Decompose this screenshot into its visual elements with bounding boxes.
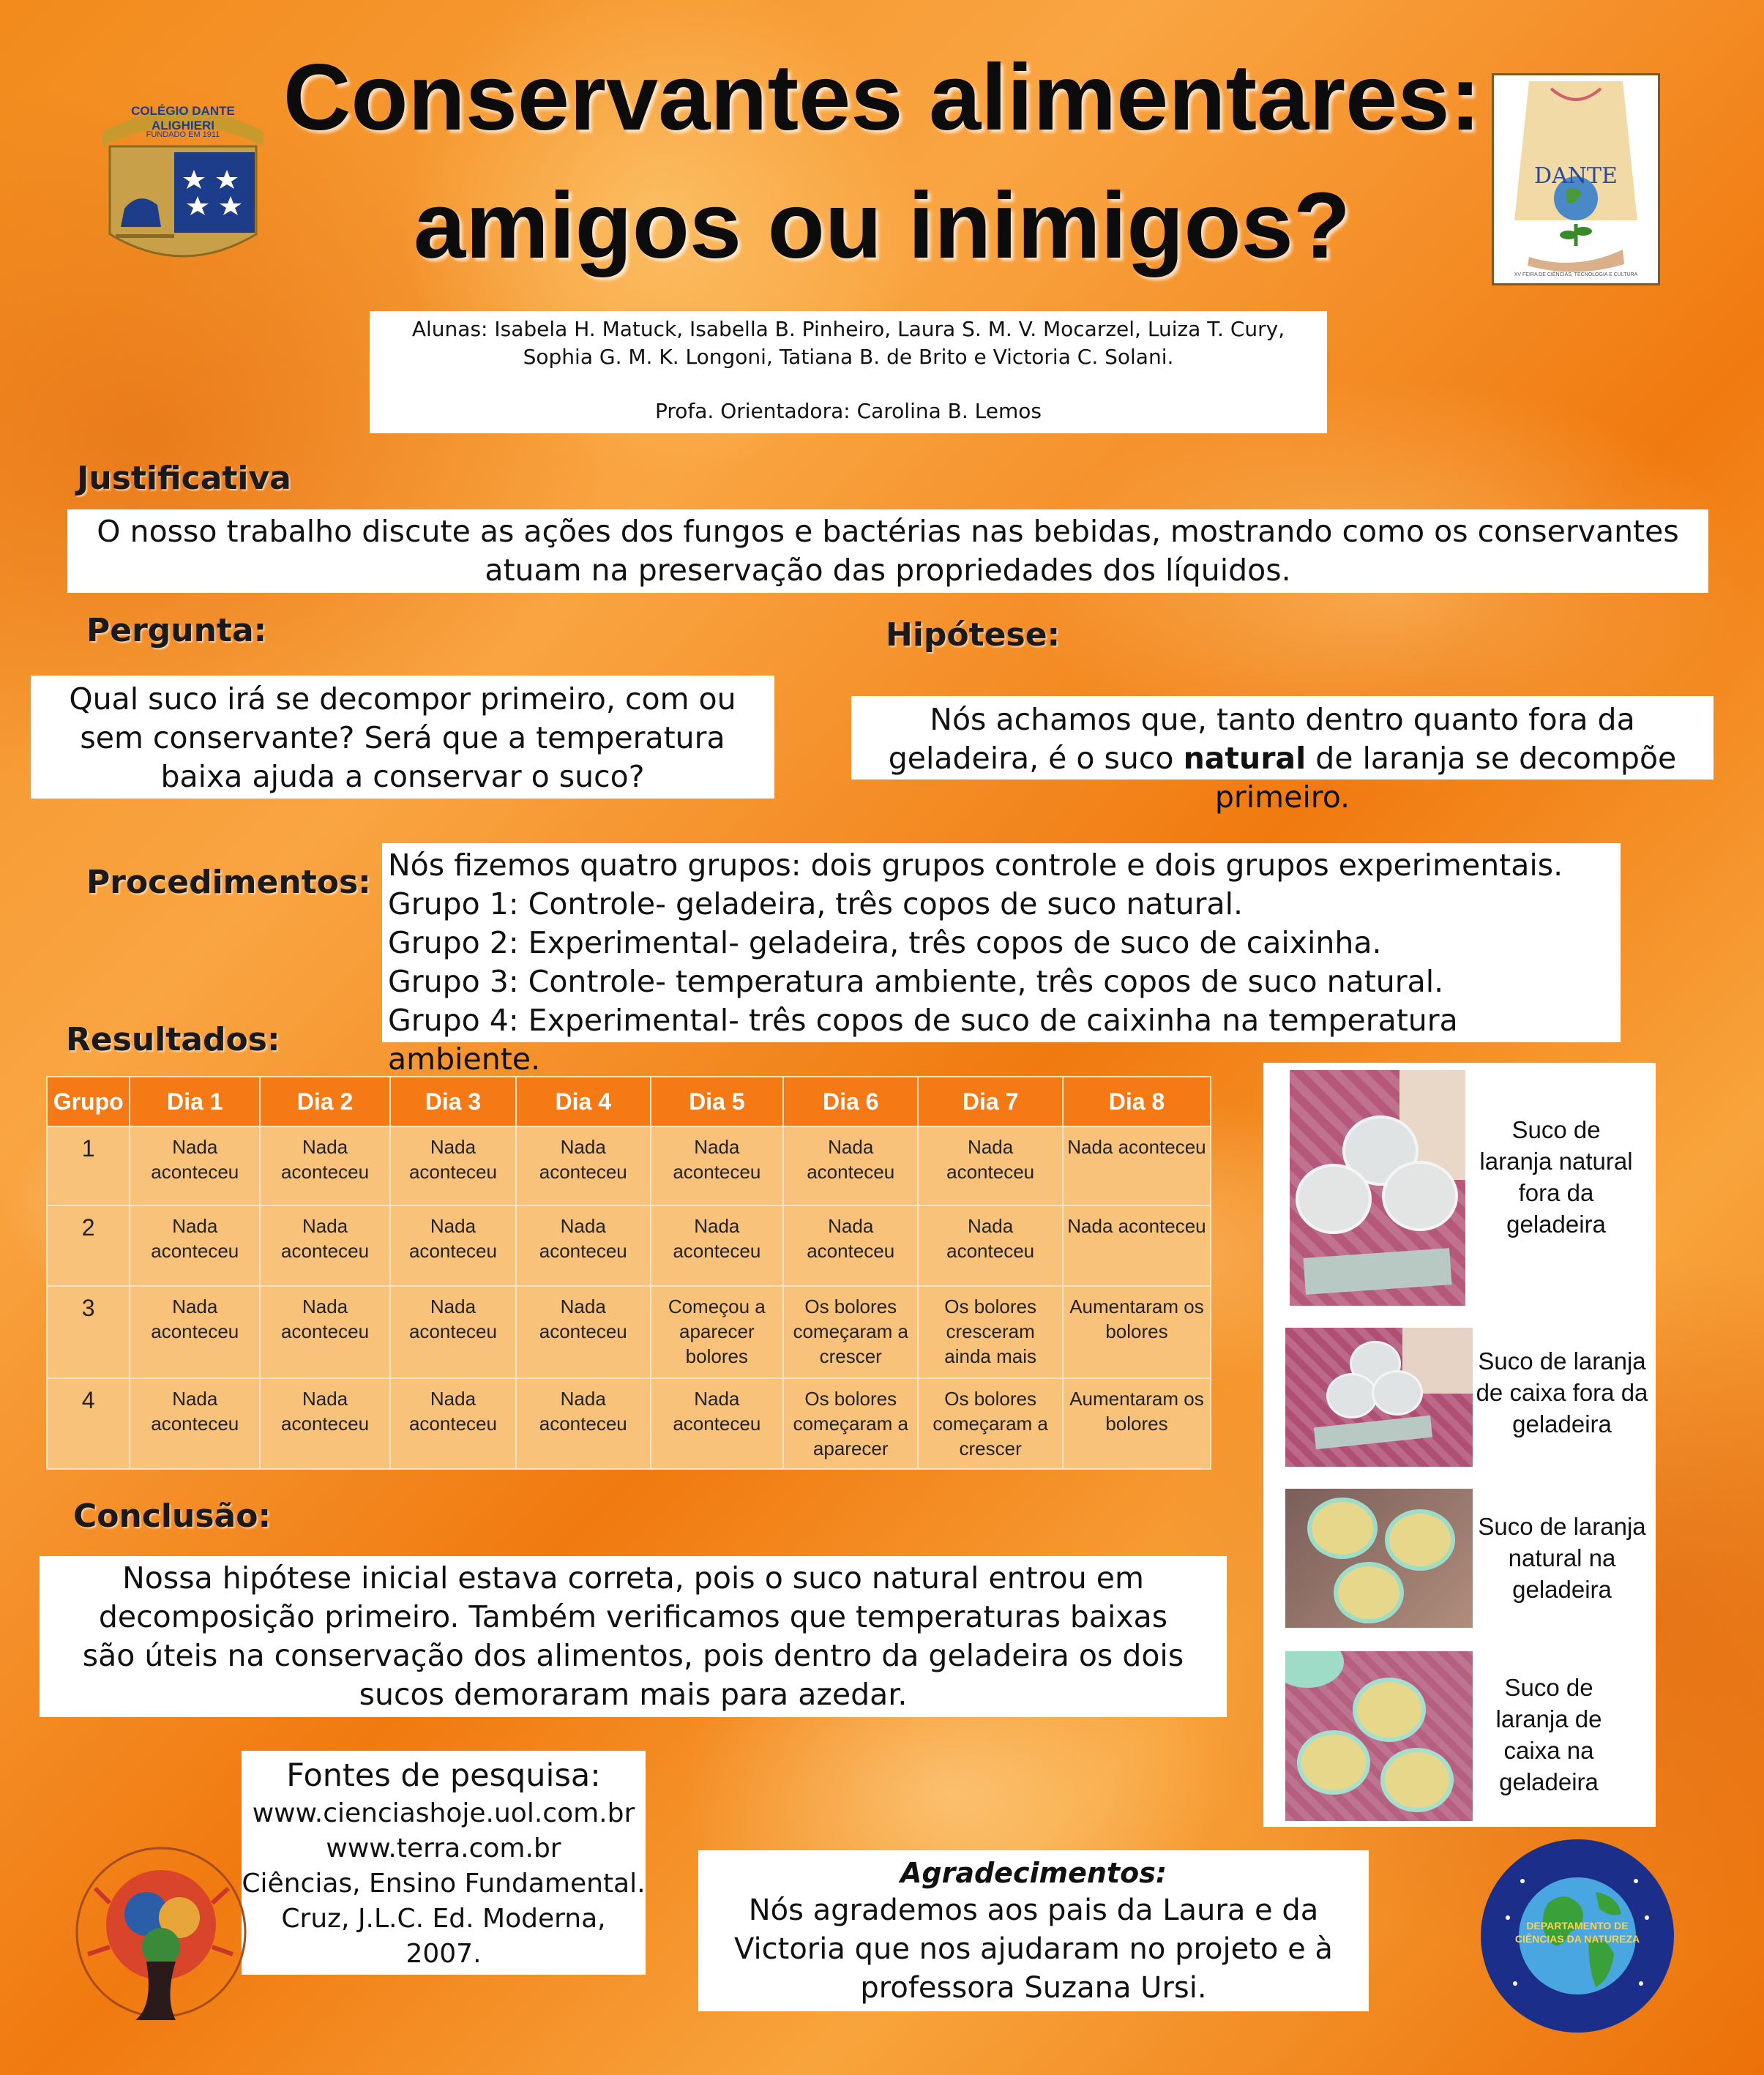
table-cell: Nada aconteceu xyxy=(260,1378,390,1469)
fontes-box xyxy=(242,1751,646,1975)
table-cell: Nada aconteceu xyxy=(130,1205,260,1286)
table-header-row xyxy=(47,1077,1211,1126)
table-cell: Nada aconteceu xyxy=(516,1205,651,1286)
photo-caption: Suco de laranja natural na geladeira xyxy=(1478,1513,1646,1603)
photo-boxed-outside-fridge xyxy=(1285,1328,1473,1467)
fair-logo-sub-text: XV FEIRA DE CIÊNCIAS, TECNOLOGIA E CULTURA xyxy=(1514,272,1638,277)
table-cell: Nada aconteceu xyxy=(260,1286,390,1378)
poster-title-line2: amigos ou inimigos? xyxy=(413,173,1351,278)
procedimentos-line: Grupo 1: Controle- geladeira, três copos de suco natural. xyxy=(388,886,1244,921)
column-header: Dia 1 xyxy=(130,1077,260,1126)
table-cell: Nada aconteceu xyxy=(130,1378,260,1469)
column-header: Dia 7 xyxy=(918,1077,1063,1126)
table-cell: Nada aconteceu xyxy=(516,1286,651,1378)
school-logo-sub-text: FUNDADO EM 1911 xyxy=(146,130,220,139)
hipotese-text-before: Nós achamos que, tanto dentro quanto fora da geladeira, é o suco xyxy=(888,702,1635,776)
justificativa-text: O nosso trabalho discute as ações dos fungos e bactérias nas bebidas, mostrando como os conservantes atuam na preservação das propriedades dos líquidos. xyxy=(97,514,1679,588)
procedimentos-line: Nós fizemos quatro grupos: dois grupos controle e dois grupos experimentais. xyxy=(388,848,1563,883)
school-logo xyxy=(88,88,278,278)
agradecimentos-box xyxy=(698,1850,1369,2011)
table-cell: Nada aconteceu xyxy=(651,1205,784,1286)
photos-panel xyxy=(1263,1063,1656,1827)
fair-logo-name: DANTE xyxy=(1534,163,1618,189)
agradecimentos-text: Nós agrademos aos pais da Laura e da Victoria que nos ajudaram no projeto e à professora Suzana Ursi. xyxy=(734,1893,1333,2005)
table-cell: Nada aconteceu xyxy=(918,1126,1063,1205)
table-cell: 2 xyxy=(47,1205,130,1286)
photo-natural-outside-fridge xyxy=(1290,1070,1465,1306)
table-row xyxy=(47,1286,1211,1378)
table-cell: Nada aconteceu xyxy=(1063,1205,1211,1286)
table-cell: Nada aconteceu xyxy=(260,1205,390,1286)
table-cell: Nada aconteceu xyxy=(260,1126,390,1205)
pergunta-text: Qual suco irá se decompor primeiro, com ou sem conservante? Será que a temperatura baixa ajuda a conservar o suco? xyxy=(69,681,736,794)
column-header: Dia 2 xyxy=(260,1077,390,1126)
photo-caption: Suco de laranja natural fora da geladeira xyxy=(1479,1116,1633,1238)
table-cell: Nada aconteceu xyxy=(1063,1126,1211,1205)
advisor: Profa. Orientadora: Carolina B. Lemos xyxy=(654,399,1042,423)
table-cell: Os bolores começaram a crescer xyxy=(783,1286,918,1378)
justificativa-box xyxy=(67,509,1708,593)
conclusao-heading: Conclusão: xyxy=(73,1498,272,1535)
poster-title-line1: Conservantes alimentares: xyxy=(283,45,1481,150)
column-header: Dia 8 xyxy=(1063,1077,1211,1126)
procedimentos-heading: Procedimentos: xyxy=(86,864,371,901)
department-logo xyxy=(1479,1837,1676,2035)
table-cell: 1 xyxy=(47,1126,130,1205)
table-cell: Nada aconteceu xyxy=(390,1286,516,1378)
authors-line2: Sophia G. M. K. Longoni, Tatiana B. de Brito e Victoria C. Solani. xyxy=(523,345,1174,369)
pergunta-heading: Pergunta: xyxy=(86,612,267,649)
procedimentos-line: Grupo 2: Experimental- geladeira, três copos de suco de caixinha. xyxy=(388,925,1382,960)
column-header: Dia 5 xyxy=(651,1077,784,1126)
fontes-line: www.terra.com.br xyxy=(326,1833,561,1863)
hipotese-text-bold: natural xyxy=(1183,741,1307,776)
agradecimentos-heading: Agradecimentos: xyxy=(900,1857,1167,1889)
fontes-line: Ciências, Ensino Fundamental. xyxy=(242,1869,646,1899)
authors-line1: Alunas: Isabela H. Matuck, Isabella B. Pinheiro, Laura S. M. V. Mocarzel, Luiza T. Cury, xyxy=(411,317,1285,341)
fontes-line: www.cienciashoje.uol.com.br xyxy=(252,1798,635,1828)
table-cell: Nada aconteceu xyxy=(130,1286,260,1378)
table-cell: Nada aconteceu xyxy=(516,1378,651,1469)
table-cell: Nada aconteceu xyxy=(390,1126,516,1205)
results-table xyxy=(46,1076,1211,1470)
table-cell: Os bolores cresceram ainda mais xyxy=(918,1286,1063,1378)
authors-box xyxy=(370,311,1327,433)
conclusao-text: Nossa hipótese inicial estava correta, pois o suco natural entrou em decomposição primeiro. Também verificamos que temperaturas baixas são úteis na conservação dos alimentos, pois dentro da geladeira os dois sucos demoraram mais para azedar. xyxy=(82,1560,1184,1712)
justificativa-heading: Justificativa xyxy=(77,460,291,497)
table-row xyxy=(47,1378,1211,1469)
column-header: Dia 6 xyxy=(783,1077,918,1126)
column-header: Dia 3 xyxy=(390,1077,516,1126)
conclusao-box xyxy=(40,1556,1227,1717)
fontes-heading: Fontes de pesquisa: xyxy=(286,1757,601,1794)
table-cell: Começou a aparecer bolores xyxy=(651,1286,784,1378)
table-row xyxy=(47,1126,1211,1205)
resultados-heading: Resultados: xyxy=(66,1021,280,1058)
fontes-line: 2007. xyxy=(406,1939,482,1969)
science-fair-emblem xyxy=(66,1837,256,2027)
fontes-line: Cruz, J.L.C. Ed. Moderna, xyxy=(281,1904,606,1934)
photo-natural-in-fridge xyxy=(1285,1489,1473,1628)
procedimentos-line: Grupo 4: Experimental- três copos de suco de caixinha na temperatura ambiente. xyxy=(388,1003,1458,1077)
table-cell: Nada aconteceu xyxy=(390,1205,516,1286)
table-cell: Os bolores começaram a aparecer xyxy=(783,1378,918,1469)
photo-caption: Suco de laranja de caixa fora da geladeira xyxy=(1476,1347,1648,1437)
photo-boxed-in-fridge xyxy=(1285,1651,1473,1821)
hipotese-heading: Hipótese: xyxy=(886,616,1061,654)
table-cell: Aumentaram os bolores xyxy=(1063,1286,1211,1378)
school-logo-arc-text: COLÉGIO DANTE ALIGHIERI xyxy=(131,104,235,132)
table-cell: Nada aconteceu xyxy=(783,1126,918,1205)
table-cell: Aumentaram os bolores xyxy=(1063,1378,1211,1469)
column-header: Grupo xyxy=(47,1077,130,1126)
table-cell: Os bolores começaram a crescer xyxy=(918,1378,1063,1469)
table-row xyxy=(47,1205,1211,1286)
department-logo-text: DEPARTAMENTO DE CIÊNCIAS DA NATUREZA xyxy=(1514,1920,1640,1945)
pergunta-box xyxy=(31,676,774,799)
hipotese-box xyxy=(851,696,1713,815)
table-cell: Nada aconteceu xyxy=(651,1126,784,1205)
table-cell: Nada aconteceu xyxy=(516,1126,651,1205)
table-cell: 4 xyxy=(47,1378,130,1469)
hipotese-text-after: de laranja se decompõe primeiro. xyxy=(1214,741,1677,815)
column-header: Dia 4 xyxy=(516,1077,651,1126)
table-cell: Nada aconteceu xyxy=(651,1378,784,1469)
photo-caption: Suco de laranja de caixa na geladeira xyxy=(1495,1674,1602,1795)
table-cell: Nada aconteceu xyxy=(783,1205,918,1286)
table-cell: Nada aconteceu xyxy=(918,1205,1063,1286)
procedimentos-box xyxy=(382,843,1621,1077)
table-cell: 3 xyxy=(47,1286,130,1378)
fair-logo xyxy=(1492,73,1660,285)
table-cell: Nada aconteceu xyxy=(130,1126,260,1205)
table-cell: Nada aconteceu xyxy=(390,1378,516,1469)
procedimentos-line: Grupo 3: Controle- temperatura ambiente, três copos de suco natural. xyxy=(388,964,1444,999)
